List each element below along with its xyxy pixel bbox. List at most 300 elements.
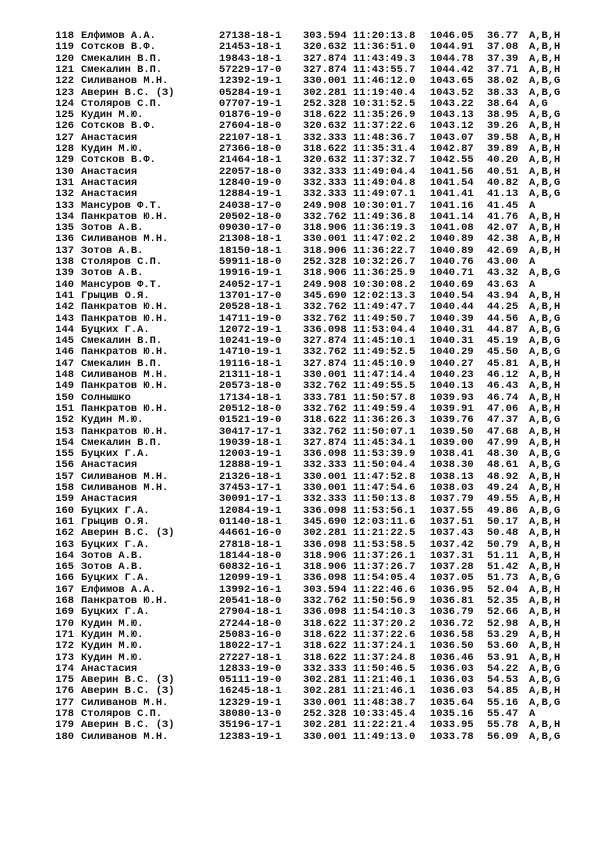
ring-number-cell: 27818-18-1 <box>219 538 282 551</box>
owner-name-cell: Смекалин В.П. <box>81 63 163 76</box>
category-cell: A,B,G <box>529 662 561 675</box>
category-cell: A,B,H <box>529 527 561 540</box>
ring-number-cell: 44661-16-0 <box>219 527 282 540</box>
distance-cell: 330.001 <box>303 470 347 483</box>
distance-cell: 318.622 <box>303 617 347 630</box>
arrival-time-cell: 11:47:52.8 <box>353 470 416 483</box>
arrival-time-cell: 11:37:26.7 <box>353 561 416 574</box>
distance-cell: 336.098 <box>303 323 347 336</box>
category-cell: A,B,G <box>529 335 561 348</box>
rank-cell: 176 <box>55 685 74 698</box>
ring-number-cell: 17134-18-1 <box>219 391 282 404</box>
owner-name-cell: Столяров С.П. <box>81 708 163 720</box>
coefficient-cell: 40.20 <box>487 154 519 167</box>
owner-name-cell: Силиванов М.Н. <box>81 482 169 494</box>
coefficient-cell: 48.30 <box>487 448 519 461</box>
speed-cell: 1041.16 <box>430 199 474 212</box>
distance-cell: 302.281 <box>303 527 347 540</box>
speed-cell: 1037.31 <box>430 549 474 562</box>
arrival-time-cell: 11:49:55.5 <box>353 380 416 393</box>
owner-name-cell: Буцких Г.А. <box>81 448 150 461</box>
speed-cell: 1038.13 <box>430 470 474 483</box>
arrival-time-cell: 11:47:54.6 <box>353 482 416 494</box>
owner-name-cell: Смекалин В.П. <box>81 436 163 449</box>
coefficient-cell: 52.98 <box>487 617 519 630</box>
speed-cell: 1041.54 <box>430 176 474 189</box>
arrival-time-cell: 11:46:12.0 <box>353 75 416 88</box>
ring-number-cell: 30417-17-1 <box>219 425 282 438</box>
distance-cell: 332.333 <box>303 176 347 189</box>
distance-cell: 332.762 <box>303 346 347 359</box>
coefficient-cell: 39.26 <box>487 120 519 133</box>
owner-name-cell: Панкратов Ю.Н. <box>81 595 169 607</box>
ring-number-cell: 05111-19-0 <box>219 674 282 687</box>
distance-cell: 332.333 <box>303 493 347 506</box>
distance-cell: 336.098 <box>303 606 347 619</box>
distance-cell: 318.622 <box>303 414 347 427</box>
arrival-time-cell: 11:37:32.7 <box>353 154 416 167</box>
ring-number-cell: 21326-18-1 <box>219 470 282 483</box>
distance-cell: 332.762 <box>303 380 347 393</box>
speed-cell: 1043.22 <box>430 97 474 110</box>
arrival-time-cell: 11:49:47.7 <box>353 301 416 314</box>
category-cell: A,B,H <box>529 41 561 54</box>
owner-name-cell: Панкратов Ю.Н. <box>81 301 169 314</box>
category-cell: A,G <box>529 97 548 110</box>
coefficient-cell: 51.73 <box>487 572 519 585</box>
rank-cell: 143 <box>55 312 74 325</box>
ring-number-cell: 19916-19-1 <box>219 267 282 280</box>
coefficient-cell: 38.33 <box>487 86 519 99</box>
category-cell: A,B,H <box>529 369 561 381</box>
rank-cell: 155 <box>55 448 74 461</box>
ring-number-cell: 12840-19-0 <box>219 176 282 189</box>
rank-cell: 168 <box>55 595 74 607</box>
owner-name-cell: Зотов А.В. <box>81 549 144 562</box>
ring-number-cell: 27244-18-0 <box>219 617 282 630</box>
arrival-time-cell: 11:45:34.1 <box>353 436 416 449</box>
speed-cell: 1040.29 <box>430 346 474 359</box>
arrival-time-cell: 10:30:01.7 <box>353 199 416 212</box>
distance-cell: 330.001 <box>303 75 347 88</box>
category-cell: A,B,H <box>529 131 561 144</box>
coefficient-cell: 50.17 <box>487 515 519 528</box>
ring-number-cell: 20528-18-1 <box>219 301 282 314</box>
ring-number-cell: 38080-13-0 <box>219 708 282 720</box>
coefficient-cell: 48.61 <box>487 459 519 472</box>
coefficient-cell: 42.38 <box>487 233 519 246</box>
arrival-time-cell: 11:37:26.1 <box>353 549 416 562</box>
arrival-time-cell: 11:21:46.1 <box>353 685 416 698</box>
speed-cell: 1033.95 <box>430 719 474 732</box>
coefficient-cell: 36.77 <box>487 30 519 42</box>
speed-cell: 1037.42 <box>430 538 474 551</box>
rank-cell: 127 <box>55 131 74 144</box>
speed-cell: 1037.79 <box>430 493 474 506</box>
distance-cell: 327.874 <box>303 357 347 370</box>
speed-cell: 1040.31 <box>430 335 474 348</box>
category-cell: A,B,H <box>529 52 561 65</box>
speed-cell: 1037.55 <box>430 504 474 517</box>
ring-number-cell: 09030-17-0 <box>219 222 282 235</box>
ring-number-cell: 12084-19-1 <box>219 504 282 517</box>
speed-cell: 1037.28 <box>430 561 474 574</box>
rank-cell: 133 <box>55 199 74 212</box>
coefficient-cell: 46.12 <box>487 369 519 381</box>
distance-cell: 318.622 <box>303 651 347 664</box>
owner-name-cell: Сотсков В.Ф. <box>81 120 156 133</box>
arrival-time-cell: 11:49:36.8 <box>353 210 416 223</box>
owner-name-cell: Зотов А.В. <box>81 561 144 574</box>
distance-cell: 318.622 <box>303 109 347 122</box>
ring-number-cell: 60832-16-1 <box>219 561 282 574</box>
distance-cell: 302.281 <box>303 719 347 732</box>
ring-number-cell: 12003-19-1 <box>219 448 282 461</box>
speed-cell: 1046.05 <box>430 30 474 42</box>
owner-name-cell: Анастасия <box>81 662 138 675</box>
arrival-time-cell: 11:37:20.2 <box>353 617 416 630</box>
arrival-time-cell: 10:33:45.4 <box>353 708 416 720</box>
coefficient-cell: 45.19 <box>487 335 519 348</box>
distance-cell: 303.594 <box>303 30 347 42</box>
rank-cell: 153 <box>55 425 74 438</box>
owner-name-cell: Грыцив О.Я. <box>81 289 150 302</box>
ring-number-cell: 20512-18-0 <box>219 402 282 415</box>
coefficient-cell: 55.78 <box>487 719 519 732</box>
ring-number-cell: 20541-18-0 <box>219 595 282 607</box>
coefficient-cell: 52.35 <box>487 595 519 607</box>
distance-cell: 318.906 <box>303 549 347 562</box>
category-cell: A,B,G <box>529 75 561 88</box>
owner-name-cell: Анастасия <box>81 493 138 506</box>
distance-cell: 345.690 <box>303 289 347 302</box>
owner-name-cell: Смекалин В.П. <box>81 52 163 65</box>
ring-number-cell: 20502-18-0 <box>219 210 282 223</box>
rank-cell: 142 <box>55 301 74 314</box>
category-cell: A,B,H <box>529 549 561 562</box>
coefficient-cell: 52.04 <box>487 583 519 596</box>
coefficient-cell: 40.51 <box>487 165 519 178</box>
rank-cell: 154 <box>55 436 74 449</box>
distance-cell: 332.333 <box>303 459 347 472</box>
arrival-time-cell: 11:49:07.1 <box>353 188 416 201</box>
owner-name-cell: Силиванов М.Н. <box>81 75 169 88</box>
distance-cell: 330.001 <box>303 369 347 381</box>
coefficient-cell: 47.68 <box>487 425 519 438</box>
owner-name-cell: Мансуров Ф.Т. <box>81 278 163 291</box>
arrival-time-cell: 11:50:07.1 <box>353 425 416 438</box>
speed-cell: 1040.27 <box>430 357 474 370</box>
ring-number-cell: 37453-17-1 <box>219 482 282 494</box>
category-cell: A,B,H <box>529 244 561 257</box>
arrival-time-cell: 11:35:26.9 <box>353 109 416 122</box>
distance-cell: 302.281 <box>303 674 347 687</box>
speed-cell: 1042.55 <box>430 154 474 167</box>
coefficient-cell: 51.42 <box>487 561 519 574</box>
owner-name-cell: Силиванов М.Н. <box>81 369 169 381</box>
speed-cell: 1039.91 <box>430 402 474 415</box>
owner-name-cell: Анастасия <box>81 459 138 472</box>
ring-number-cell: 14710-19-1 <box>219 346 282 359</box>
distance-cell: 332.333 <box>303 131 347 144</box>
ring-number-cell: 14711-19-0 <box>219 312 282 325</box>
owner-name-cell: Панкратов Ю.Н. <box>81 425 169 438</box>
speed-cell: 1040.76 <box>430 256 474 268</box>
category-cell: A,B,G <box>529 414 561 427</box>
owner-name-cell: Солнышко <box>81 391 131 404</box>
category-cell: A,B,H <box>529 233 561 246</box>
arrival-time-cell: 11:48:36.7 <box>353 131 416 144</box>
speed-cell: 1036.81 <box>430 595 474 607</box>
category-cell: A,B,H <box>529 154 561 167</box>
category-cell: A,B,G <box>529 176 561 189</box>
distance-cell: 332.762 <box>303 210 347 223</box>
owner-name-cell: Сотсков В.Ф. <box>81 41 156 54</box>
coefficient-cell: 48.92 <box>487 470 519 483</box>
distance-cell: 318.622 <box>303 143 347 155</box>
category-cell: A,B,G <box>529 312 561 325</box>
speed-cell: 1040.54 <box>430 289 474 302</box>
speed-cell: 1036.50 <box>430 640 474 653</box>
speed-cell: 1042.87 <box>430 143 474 155</box>
owner-name-cell: Панкратов Ю.Н. <box>81 312 169 325</box>
rank-cell: 151 <box>55 402 74 415</box>
coefficient-cell: 53.60 <box>487 640 519 653</box>
category-cell: A,B,H <box>529 210 561 223</box>
speed-cell: 1039.93 <box>430 391 474 404</box>
distance-cell: 252.328 <box>303 708 347 720</box>
owner-name-cell: Панкратов Ю.Н. <box>81 346 169 359</box>
owner-name-cell: Смекалин В.П. <box>81 357 163 370</box>
arrival-time-cell: 11:43:49.3 <box>353 52 416 65</box>
category-cell: A,B,H <box>529 561 561 574</box>
coefficient-cell: 46.74 <box>487 391 519 404</box>
arrival-time-cell: 11:37:24.8 <box>353 651 416 664</box>
coefficient-cell: 39.58 <box>487 131 519 144</box>
coefficient-cell: 51.11 <box>487 549 519 562</box>
owner-name-cell: Зотов А.В. <box>81 244 144 257</box>
ring-number-cell: 20573-18-0 <box>219 380 282 393</box>
rank-cell: 134 <box>55 210 74 223</box>
category-cell: A,B,H <box>529 120 561 133</box>
ring-number-cell: 01876-19-0 <box>219 109 282 122</box>
speed-cell: 1035.64 <box>430 696 474 709</box>
coefficient-cell: 55.47 <box>487 708 519 720</box>
arrival-time-cell: 11:43:55.7 <box>353 63 416 76</box>
rank-cell: 118 <box>55 30 74 42</box>
rank-cell: 165 <box>55 561 74 574</box>
speed-cell: 1040.71 <box>430 267 474 280</box>
ring-number-cell: 12833-19-0 <box>219 662 282 675</box>
category-cell: A,B,H <box>529 538 561 551</box>
speed-cell: 1040.13 <box>430 380 474 393</box>
rank-cell: 147 <box>55 357 74 370</box>
ring-number-cell: 21464-18-1 <box>219 154 282 167</box>
speed-cell: 1040.89 <box>430 233 474 246</box>
distance-cell: 332.762 <box>303 402 347 415</box>
coefficient-cell: 43.32 <box>487 267 519 280</box>
category-cell: A,B,H <box>529 380 561 393</box>
arrival-time-cell: 11:54:10.3 <box>353 606 416 619</box>
coefficient-cell: 42.07 <box>487 222 519 235</box>
category-cell: A,B,H <box>529 357 561 370</box>
rank-cell: 150 <box>55 391 74 404</box>
category-cell: A,B,H <box>529 617 561 630</box>
ring-number-cell: 27227-18-1 <box>219 651 282 664</box>
ring-number-cell: 30091-17-1 <box>219 493 282 506</box>
arrival-time-cell: 11:21:22.5 <box>353 527 416 540</box>
ring-number-cell: 27604-18-0 <box>219 120 282 133</box>
ring-number-cell: 19116-18-1 <box>219 357 282 370</box>
distance-cell: 332.762 <box>303 425 347 438</box>
rank-cell: 162 <box>55 527 74 540</box>
rank-cell: 179 <box>55 719 74 732</box>
coefficient-cell: 41.45 <box>487 199 519 212</box>
arrival-time-cell: 11:48:38.7 <box>353 696 416 709</box>
coefficient-cell: 49.24 <box>487 482 519 494</box>
arrival-time-cell: 11:50:13.8 <box>353 493 416 506</box>
distance-cell: 333.781 <box>303 391 347 404</box>
coefficient-cell: 42.69 <box>487 244 519 257</box>
category-cell: A,B,H <box>529 402 561 415</box>
coefficient-cell: 47.99 <box>487 436 519 449</box>
category-cell: A,B,G <box>529 323 561 336</box>
coefficient-cell: 37.71 <box>487 63 519 76</box>
owner-name-cell: Кудин М.Ю. <box>81 640 144 653</box>
speed-cell: 1036.03 <box>430 674 474 687</box>
rank-cell: 146 <box>55 346 74 359</box>
category-cell: A <box>529 708 536 720</box>
coefficient-cell: 37.08 <box>487 41 519 54</box>
speed-cell: 1040.69 <box>430 278 474 291</box>
rank-cell: 169 <box>55 606 74 619</box>
rank-cell: 164 <box>55 549 74 562</box>
rank-cell: 158 <box>55 482 74 494</box>
category-cell: A,B,H <box>529 470 561 483</box>
coefficient-cell: 45.81 <box>487 357 519 370</box>
ring-number-cell: 10241-19-0 <box>219 335 282 348</box>
coefficient-cell: 37.39 <box>487 52 519 65</box>
coefficient-cell: 38.02 <box>487 75 519 88</box>
distance-cell: 302.281 <box>303 685 347 698</box>
owner-name-cell: Панкратов Ю.Н. <box>81 380 169 393</box>
owner-name-cell: Столяров С.П. <box>81 97 163 110</box>
arrival-time-cell: 11:20:13.8 <box>353 30 416 42</box>
coefficient-cell: 55.16 <box>487 696 519 709</box>
owner-name-cell: Аверин В.С. (З) <box>81 685 175 698</box>
category-cell: A <box>529 256 536 268</box>
coefficient-cell: 45.50 <box>487 346 519 359</box>
arrival-time-cell: 11:49:13.0 <box>353 730 416 743</box>
distance-cell: 332.333 <box>303 662 347 675</box>
rank-cell: 122 <box>55 75 74 88</box>
speed-cell: 1043.52 <box>430 86 474 99</box>
category-cell: A,B,H <box>529 482 561 494</box>
distance-cell: 327.874 <box>303 335 347 348</box>
rank-cell: 136 <box>55 233 74 246</box>
arrival-time-cell: 11:50:57.8 <box>353 391 416 404</box>
arrival-time-cell: 11:50:46.5 <box>353 662 416 675</box>
ring-number-cell: 18022-17-1 <box>219 640 282 653</box>
rank-cell: 138 <box>55 256 74 268</box>
owner-name-cell: Буцких Г.А. <box>81 323 150 336</box>
ring-number-cell: 57229-17-0 <box>219 63 282 76</box>
rank-cell: 170 <box>55 617 74 630</box>
distance-cell: 336.098 <box>303 538 347 551</box>
rank-cell: 139 <box>55 267 74 280</box>
rank-cell: 175 <box>55 674 74 687</box>
arrival-time-cell: 11:19:40.4 <box>353 86 416 99</box>
category-cell: A,B,H <box>529 425 561 438</box>
distance-cell: 302.281 <box>303 86 347 99</box>
category-cell: A,B,G <box>529 86 561 99</box>
ring-number-cell: 18150-18-1 <box>219 244 282 257</box>
speed-cell: 1037.51 <box>430 515 474 528</box>
rank-cell: 167 <box>55 583 74 596</box>
category-cell: A,B,G <box>529 696 561 709</box>
owner-name-cell: Столяров С.П. <box>81 256 163 268</box>
coefficient-cell: 54.22 <box>487 662 519 675</box>
category-cell: A,B,H <box>529 628 561 641</box>
rank-cell: 123 <box>55 86 74 99</box>
ring-number-cell: 12072-19-1 <box>219 323 282 336</box>
coefficient-cell: 47.37 <box>487 414 519 427</box>
rank-cell: 149 <box>55 380 74 393</box>
speed-cell: 1036.03 <box>430 685 474 698</box>
coefficient-cell: 38.95 <box>487 109 519 122</box>
owner-name-cell: Буцких Г.А. <box>81 606 150 619</box>
arrival-time-cell: 11:22:46.6 <box>353 583 416 596</box>
owner-name-cell: Смекалин В.П. <box>81 335 163 348</box>
ring-number-cell: 59911-18-0 <box>219 256 282 268</box>
rank-cell: 137 <box>55 244 74 257</box>
distance-cell: 318.906 <box>303 222 347 235</box>
category-cell: A,B,H <box>529 685 561 698</box>
speed-cell: 1040.39 <box>430 312 474 325</box>
category-cell: A,B,G <box>529 504 561 517</box>
speed-cell: 1036.58 <box>430 628 474 641</box>
ring-number-cell: 01140-18-1 <box>219 515 282 528</box>
arrival-time-cell: 11:54:05.4 <box>353 572 416 585</box>
category-cell: A,B,G <box>529 448 561 461</box>
ring-number-cell: 13992-16-1 <box>219 583 282 596</box>
speed-cell: 1041.56 <box>430 165 474 178</box>
ring-number-cell: 12383-19-1 <box>219 730 282 743</box>
coefficient-cell: 43.94 <box>487 289 519 302</box>
distance-cell: 318.906 <box>303 244 347 257</box>
category-cell: A,B,H <box>529 301 561 314</box>
rank-cell: 171 <box>55 628 74 641</box>
rank-cell: 121 <box>55 63 74 76</box>
distance-cell: 318.622 <box>303 640 347 653</box>
ring-number-cell: 07707-19-1 <box>219 97 282 110</box>
arrival-time-cell: 11:36:51.0 <box>353 41 416 54</box>
rank-cell: 163 <box>55 538 74 551</box>
rank-cell: 160 <box>55 504 74 517</box>
speed-cell: 1040.31 <box>430 323 474 336</box>
owner-name-cell: Панкратов Ю.Н. <box>81 402 169 415</box>
distance-cell: 336.098 <box>303 448 347 461</box>
coefficient-cell: 53.91 <box>487 651 519 664</box>
speed-cell: 1044.91 <box>430 41 474 54</box>
arrival-time-cell: 11:47:14.4 <box>353 369 416 381</box>
speed-cell: 1036.46 <box>430 651 474 664</box>
owner-name-cell: Анастасия <box>81 176 138 189</box>
arrival-time-cell: 11:50:56.9 <box>353 595 416 607</box>
speed-cell: 1037.05 <box>430 572 474 585</box>
rank-cell: 120 <box>55 52 74 65</box>
arrival-time-cell: 11:49:52.5 <box>353 346 416 359</box>
